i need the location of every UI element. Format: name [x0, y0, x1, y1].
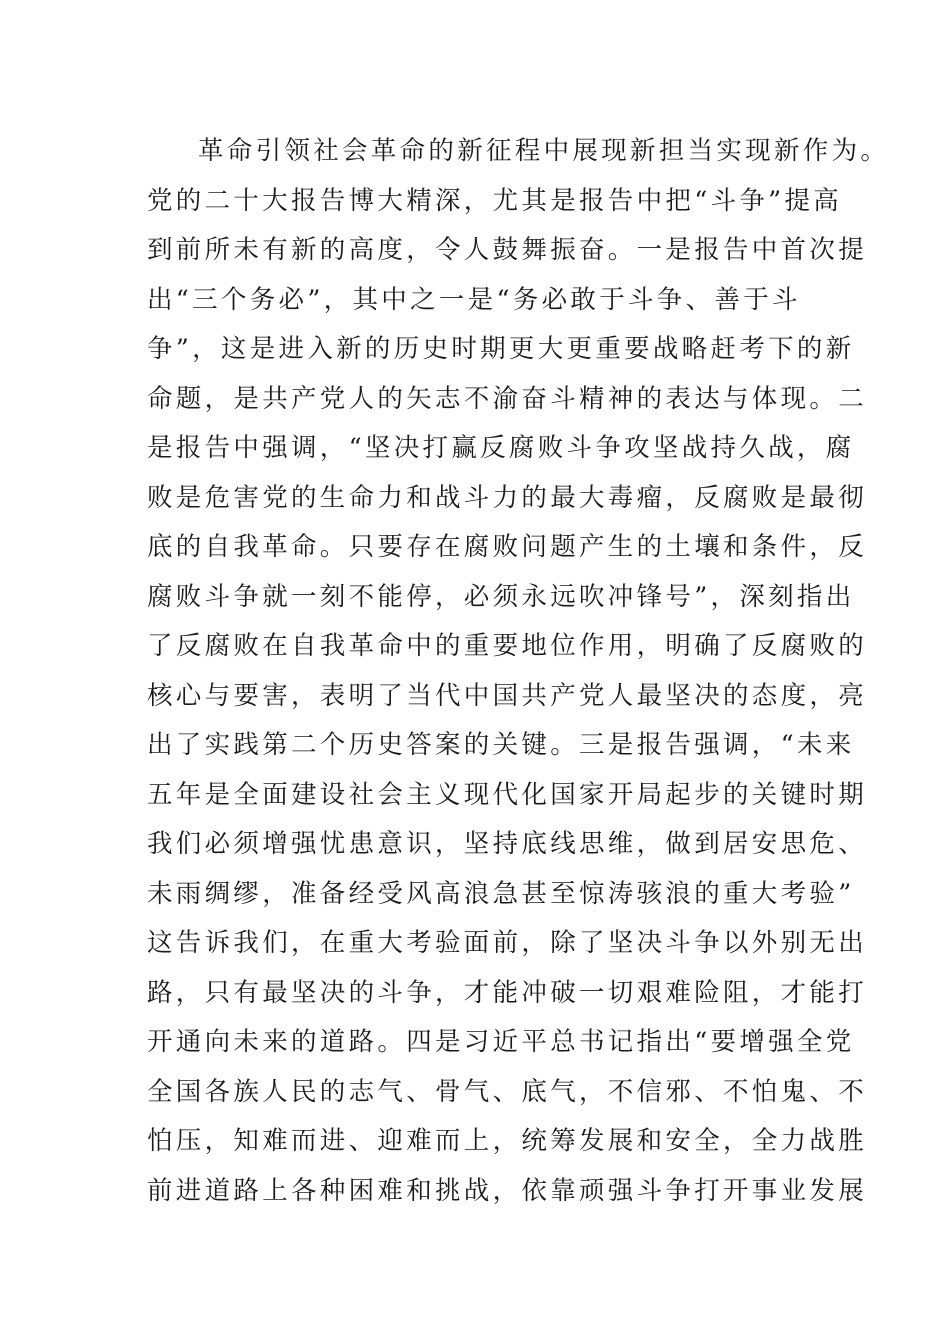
- text-line: 争”，这是进入新的历史时期更大更重要战略赶考下的新: [147, 334, 855, 364]
- text-line: 路，只有最坚决的斗争，才能冲破一切艰难险阻，才能打: [147, 977, 868, 1008]
- text-line: 腐败斗争就一刻不能停，必须永远吹冲锋号”，深刻指出: [147, 581, 855, 612]
- body-paragraph: [147, 127, 890, 1216]
- text-line: 命题，是共产党人的矢志不渝奋斗精神的表达与体现。二: [147, 383, 868, 414]
- text-line: 这告诉我们，在重大考验面前，除了坚决斗争以外别无出: [147, 928, 868, 958]
- text-line: 我们必须增强忧患意识，坚持底线思维，做到居安思危、: [147, 829, 868, 859]
- text-line: 了反腐败在自我革命中的重要地位作用，明确了反腐败的: [147, 631, 868, 661]
- text-line: 败是危害党的生命力和战斗力的最大毒瘤，反腐败是最彻: [147, 482, 868, 513]
- text-line: 五年是全面建设社会主义现代化国家开局起步的关键时期: [147, 779, 868, 810]
- text-line: 全国各族人民的志气、骨气、底气，不信邪、不怕鬼、不: [147, 1076, 868, 1107]
- text-line: 到前所未有新的高度，令人鼓舞振奋。一是报告中首次提: [147, 235, 868, 265]
- text-line: 开通向未来的道路。四是习近平总书记指出“要增强全党: [147, 1027, 855, 1057]
- text-line: 革命引领社会革命的新征程中展现新担当实现新作为。: [198, 136, 890, 166]
- text-line: 核心与要害，表明了当代中国共产党人最坚决的态度，亮: [147, 680, 868, 711]
- text-line: 未雨绸缪，准备经受风高浪急甚至惊涛骇浪的重大考验”: [147, 878, 855, 909]
- text-line: 底的自我革命。只要存在腐败问题产生的土壤和条件，反: [147, 532, 868, 562]
- text-line: 党的二十大报告博大精深，尤其是报告中把“斗争”提高: [147, 185, 843, 216]
- text-line: 前进道路上各种困难和挑战，依靠顽强斗争打开事业发展: [147, 1175, 868, 1206]
- text-line: 出了实践第二个历史答案的关键。三是报告强调，“未来: [147, 730, 855, 760]
- text-line: 怕压，知难而进、迎难而上，统筹发展和安全，全力战胜: [147, 1126, 868, 1156]
- text-line: 是报告中强调，“坚决打赢反腐败斗争攻坚战持久战，腐: [147, 433, 855, 463]
- text-line: 出“三个务必”，其中之一是“务必敢于斗争、善于斗: [147, 284, 801, 315]
